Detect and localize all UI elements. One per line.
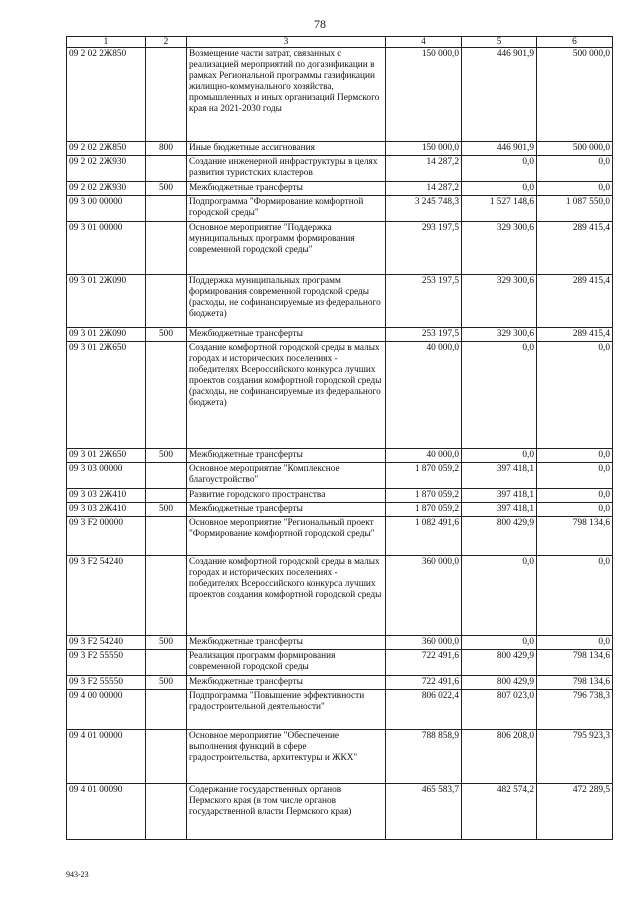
amount-2026-cell: 289 415,4 [537, 275, 613, 328]
amount-2024-cell: 1 870 059,2 [386, 503, 462, 517]
page-number: 78 [314, 17, 326, 31]
target-code-cell: 09 4 01 00000 [67, 730, 146, 784]
target-code-cell: 09 3 01 2Ж650 [67, 449, 146, 463]
target-code-cell: 09 4 00 00000 [67, 690, 146, 730]
table-row [67, 636, 613, 650]
amount-2024-cell: 14 287,2 [386, 156, 462, 182]
amount-2025-cell: 482 574,2 [462, 784, 537, 840]
target-code-cell: 09 3 03 2Ж410 [67, 503, 146, 517]
amount-2025-cell: 329 300,6 [462, 222, 537, 275]
expense-type-cell [146, 556, 187, 636]
table-row [67, 222, 613, 275]
amount-2025-cell: 0,0 [462, 556, 537, 636]
amount-2025-cell: 446 901,9 [462, 48, 537, 142]
expense-type-cell [146, 222, 187, 275]
table-row [67, 328, 613, 342]
amount-2026-cell: 1 087 550,0 [537, 196, 613, 222]
target-code-cell: 09 2 02 2Ж930 [67, 156, 146, 182]
amount-2026-cell: 0,0 [537, 182, 613, 196]
table-row [67, 784, 613, 840]
amount-2025-cell: 0,0 [462, 156, 537, 182]
col-header-4: 4 [386, 37, 462, 48]
target-code-cell: 09 3 F2 55550 [67, 650, 146, 676]
table-row [67, 449, 613, 463]
table-row [67, 463, 613, 489]
amount-2026-cell: 0,0 [537, 489, 613, 503]
amount-2026-cell: 500 000,0 [537, 48, 613, 142]
expense-type-cell [146, 489, 187, 503]
amount-2024-cell: 1 082 491,6 [386, 517, 462, 556]
amount-2026-cell: 796 738,3 [537, 690, 613, 730]
target-code-cell: 09 3 01 2Ж650 [67, 342, 146, 449]
col-header-3: 3 [187, 37, 386, 48]
target-code-cell: 09 3 F2 55550 [67, 676, 146, 690]
amount-2024-cell: 150 000,0 [386, 48, 462, 142]
item-name-cell: Создание инженерной инфраструктуры в целях развития туристских кластеров [187, 156, 386, 182]
amount-2026-cell: 798 134,6 [537, 650, 613, 676]
amount-2026-cell: 472 289,5 [537, 784, 613, 840]
amount-2024-cell: 1 870 059,2 [386, 463, 462, 489]
col-header-2: 2 [146, 37, 187, 48]
expense-type-cell: 500 [146, 182, 187, 196]
amount-2024-cell: 150 000,0 [386, 142, 462, 156]
item-name-cell: Создание комфортной городской среды в малых городах и исторических поселениях - победителях Всероссийского конкурса лучших проектов создания комфортной городской среды (расходы, не софинансируемые из федерального бюджета) [187, 342, 386, 449]
expense-type-cell: 500 [146, 636, 187, 650]
target-code-cell: 09 2 02 2Ж850 [67, 142, 146, 156]
item-name-cell: Реализация программ формирования современной городской среды [187, 650, 386, 676]
amount-2025-cell: 800 429,9 [462, 676, 537, 690]
table-row [67, 342, 613, 449]
expense-type-cell [146, 48, 187, 142]
expense-type-cell [146, 784, 187, 840]
amount-2026-cell: 798 134,6 [537, 676, 613, 690]
target-code-cell: 09 3 01 00000 [67, 222, 146, 275]
amount-2026-cell: 0,0 [537, 342, 613, 449]
amount-2025-cell: 800 429,9 [462, 517, 537, 556]
table-row [67, 489, 613, 503]
item-name-cell: Подпрограмма "Повышение эффективности градостроительной деятельности" [187, 690, 386, 730]
item-name-cell: Межбюджетные трансферты [187, 182, 386, 196]
amount-2026-cell: 0,0 [537, 156, 613, 182]
table-row [67, 650, 613, 676]
amount-2025-cell: 806 208,0 [462, 730, 537, 784]
col-header-1: 1 [67, 37, 146, 48]
target-code-cell: 09 3 F2 54240 [67, 556, 146, 636]
item-name-cell: Содержание государственных органов Пермского края (в том числе органов государственной власти Пермского края) [187, 784, 386, 840]
amount-2025-cell: 329 300,6 [462, 328, 537, 342]
amount-2025-cell: 807 023,0 [462, 690, 537, 730]
amount-2024-cell: 253 197,5 [386, 328, 462, 342]
item-name-cell: Возмещение части затрат, связанных с реализацией мероприятий по догазификации в рамках Региональной программы газификации жилищно-коммунального хозяйства, промышленных и иных организаций Пермского края на 2021-2030 годы [187, 48, 386, 142]
expense-type-cell [146, 156, 187, 182]
expense-type-cell: 500 [146, 503, 187, 517]
item-name-cell: Межбюджетные трансферты [187, 636, 386, 650]
amount-2025-cell: 0,0 [462, 636, 537, 650]
amount-2025-cell: 446 901,9 [462, 142, 537, 156]
item-name-cell: Создание комфортной городской среды в малых городах и исторических поселениях - победителях Всероссийского конкурса лучших проектов создания комфортной городской среды [187, 556, 386, 636]
item-name-cell: Поддержка муниципальных программ формирования современной городской среды (расходы, не софинансируемые из федерального бюджета) [187, 275, 386, 328]
amount-2025-cell: 397 418,1 [462, 503, 537, 517]
amount-2026-cell: 0,0 [537, 556, 613, 636]
amount-2025-cell: 0,0 [462, 182, 537, 196]
target-code-cell: 09 2 02 2Ж850 [67, 48, 146, 142]
target-code-cell: 09 3 03 2Ж410 [67, 489, 146, 503]
table-row [67, 556, 613, 636]
table-row [67, 182, 613, 196]
item-name-cell: Подпрограмма "Формирование комфортной городской среды" [187, 196, 386, 222]
amount-2026-cell: 289 415,4 [537, 222, 613, 275]
amount-2024-cell: 40 000,0 [386, 342, 462, 449]
expense-type-cell: 500 [146, 449, 187, 463]
amount-2025-cell: 0,0 [462, 449, 537, 463]
amount-2026-cell: 289 415,4 [537, 328, 613, 342]
amount-2024-cell: 14 287,2 [386, 182, 462, 196]
item-name-cell: Развитие городского пространства [187, 489, 386, 503]
expense-type-cell: 500 [146, 676, 187, 690]
header-row [67, 37, 613, 48]
expense-type-cell [146, 196, 187, 222]
item-name-cell: Межбюджетные трансферты [187, 449, 386, 463]
item-name-cell: Основное мероприятие "Комплексное благоустройство" [187, 463, 386, 489]
amount-2026-cell: 500 000,0 [537, 142, 613, 156]
table-row [67, 142, 613, 156]
amount-2024-cell: 40 000,0 [386, 449, 462, 463]
amount-2024-cell: 806 022,4 [386, 690, 462, 730]
amount-2025-cell: 0,0 [462, 342, 537, 449]
target-code-cell: 09 3 F2 54240 [67, 636, 146, 650]
target-code-cell: 09 4 01 00090 [67, 784, 146, 840]
target-code-cell: 09 3 01 2Ж090 [67, 328, 146, 342]
amount-2025-cell: 800 429,9 [462, 650, 537, 676]
table-row [67, 730, 613, 784]
amount-2026-cell: 0,0 [537, 503, 613, 517]
amount-2024-cell: 360 000,0 [386, 636, 462, 650]
table-row [67, 503, 613, 517]
target-code-cell: 09 2 02 2Ж930 [67, 182, 146, 196]
amount-2025-cell: 1 527 148,6 [462, 196, 537, 222]
item-name-cell: Межбюджетные трансферты [187, 328, 386, 342]
table-row [67, 690, 613, 730]
amount-2026-cell: 0,0 [537, 449, 613, 463]
document-id: 943-23 [66, 870, 89, 879]
table-body [67, 48, 613, 840]
item-name-cell: Основное мероприятие "Обеспечение выполнения функций в сфере градостроительства, архитектуры и ЖКХ" [187, 730, 386, 784]
amount-2024-cell: 788 858,9 [386, 730, 462, 784]
target-code-cell: 09 3 01 2Ж090 [67, 275, 146, 328]
amount-2026-cell: 0,0 [537, 463, 613, 489]
item-name-cell: Иные бюджетные ассигнования [187, 142, 386, 156]
expense-type-cell [146, 342, 187, 449]
col-header-6: 6 [537, 37, 613, 48]
table-row [67, 517, 613, 556]
table-row [67, 676, 613, 690]
expense-type-cell [146, 690, 187, 730]
expense-type-cell: 500 [146, 328, 187, 342]
expense-type-cell [146, 275, 187, 328]
budget-table [66, 36, 613, 840]
amount-2024-cell: 253 197,5 [386, 275, 462, 328]
expense-type-cell [146, 517, 187, 556]
table-row [67, 156, 613, 182]
amount-2024-cell: 293 197,5 [386, 222, 462, 275]
col-header-5: 5 [462, 37, 537, 48]
table-row [67, 275, 613, 328]
expense-type-cell: 800 [146, 142, 187, 156]
amount-2024-cell: 3 245 748,3 [386, 196, 462, 222]
amount-2024-cell: 722 491,6 [386, 650, 462, 676]
amount-2024-cell: 360 000,0 [386, 556, 462, 636]
amount-2025-cell: 397 418,1 [462, 489, 537, 503]
amount-2026-cell: 795 923,3 [537, 730, 613, 784]
item-name-cell: Межбюджетные трансферты [187, 503, 386, 517]
item-name-cell: Межбюджетные трансферты [187, 676, 386, 690]
amount-2024-cell: 465 583,7 [386, 784, 462, 840]
target-code-cell: 09 3 F2 00000 [67, 517, 146, 556]
amount-2025-cell: 329 300,6 [462, 275, 537, 328]
amount-2026-cell: 798 134,6 [537, 517, 613, 556]
amount-2024-cell: 722 491,6 [386, 676, 462, 690]
expense-type-cell [146, 730, 187, 784]
target-code-cell: 09 3 03 00000 [67, 463, 146, 489]
expense-type-cell [146, 650, 187, 676]
item-name-cell: Основное мероприятие "Поддержка муниципальных программ формирования современной городской среды" [187, 222, 386, 275]
item-name-cell: Основное мероприятие "Региональный проект "Формирование комфортной городской среды" [187, 517, 386, 556]
amount-2025-cell: 397 418,1 [462, 463, 537, 489]
expense-type-cell [146, 463, 187, 489]
amount-2026-cell: 0,0 [537, 636, 613, 650]
amount-2024-cell: 1 870 059,2 [386, 489, 462, 503]
table-row [67, 48, 613, 142]
target-code-cell: 09 3 00 00000 [67, 196, 146, 222]
table-row [67, 196, 613, 222]
